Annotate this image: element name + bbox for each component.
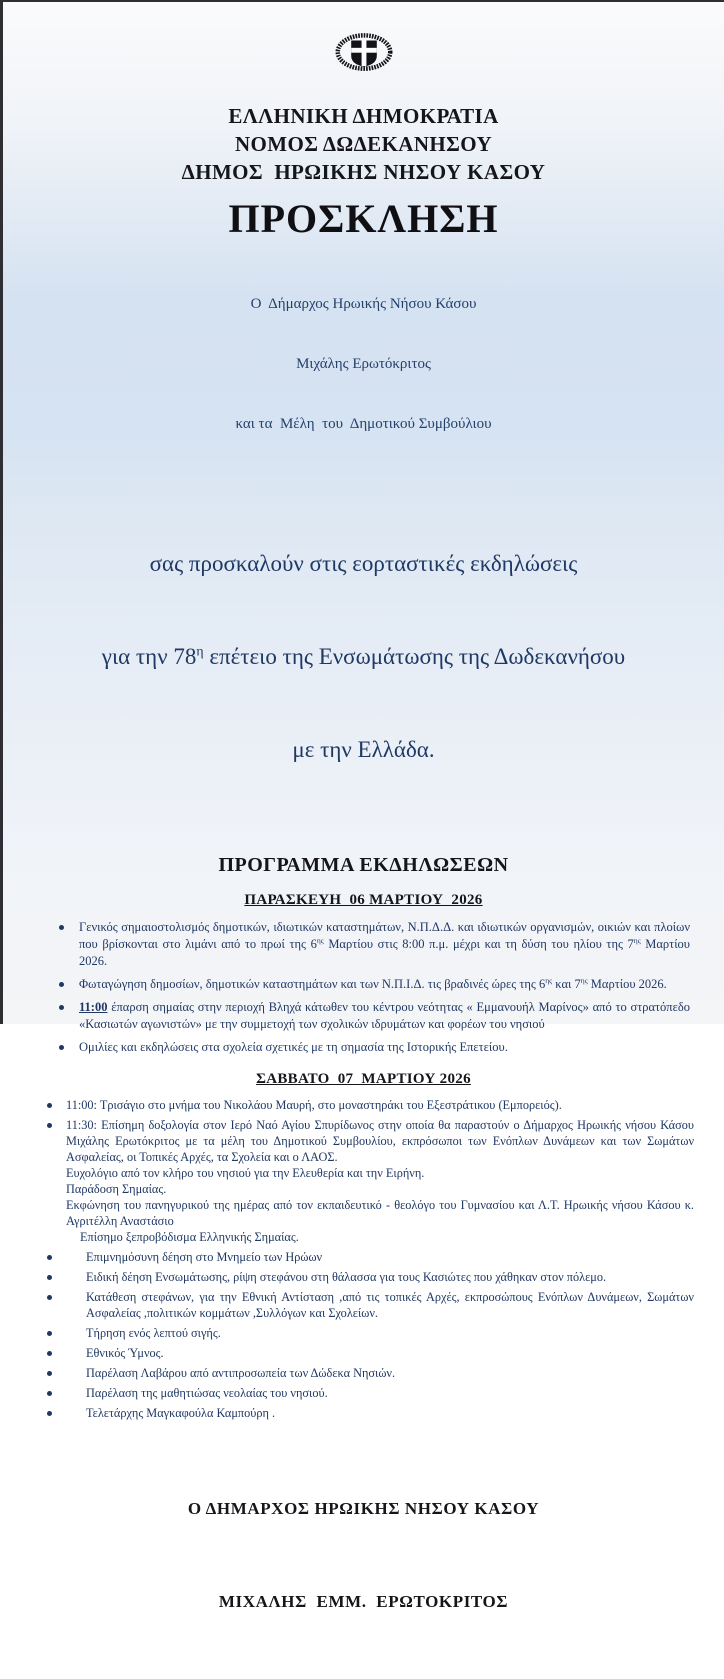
event-subline: Εκφώνηση του πανηγυρικού της ημέρας από τον εκπαιδευτικό - θεολόγο του Γυμνασίου και Λ.Τ. Ηρωικής νήσου Κάσου κ. Αγριτέλλη Αναστάσιο xyxy=(66,1198,694,1228)
list-item: 11:00: Τρισάγιο στο μνήμα του Νικολάου Μαυρή, στο μοναστηράκι του Εξεστράτικου (Εμπορειός). xyxy=(47,1097,694,1113)
list-item: Επιμνημόσυνη δέηση στο Μνημείο των Ηρώων xyxy=(47,1249,694,1265)
invitation-line-2: για την $78^\eta$ επέτειο της Ενσωμάτωσης της Δωδεκανήσου xyxy=(101,643,626,669)
ordinal-superscript: ης xyxy=(545,975,553,985)
intro-mayor-title: Ο Δήμαρχος Ηρωικής Νήσου Κάσου xyxy=(250,296,477,312)
list-item: Παρέλαση της μαθητιώσας νεολαίας του νησιού. xyxy=(47,1385,694,1401)
list-item: Γενικός σημαιοστολισμός δημοτικών, ιδιωτικών καταστημάτων, Ν.Π.Δ.Δ. και ιδιωτικών οργανισμών, οικιών και πλοίων που βρίσκονται στο λιμάνι από το πρωί της $6^{\eta\varsigma}$ Μαρτίου στις 8:00 π.μ. μέχρι και τη δύση του ηλίου της $7^{\eta\varsigma}$ Μαρτίου 2026. xyxy=(59,919,690,970)
invitation-block xyxy=(3,486,724,827)
saturday-date-heading: ΣΑΒΒΑΤΟ 07 ΜΑΡΤΙΟΥ 2026 xyxy=(256,1071,471,1087)
event-subline: Επίσημο ξεπροβόδισμα Ελληνικής Σημαίας. xyxy=(80,1230,299,1244)
header-line-republic: ΕΛΛΗΝΙΚΗ ΔΗΜΟΚΡΑΤΙΑ xyxy=(228,104,499,128)
invitation-line-3: με την Ελλάδα. xyxy=(292,737,435,762)
header-line-municipality: ΔΗΜΟΣ ΗΡΩΙΚΗΣ ΝΗΣΟΥ ΚΑΣΟΥ xyxy=(181,160,546,184)
invitation-line-1: σας προσκαλούν στις εορταστικές εκδηλώσεις xyxy=(149,551,578,576)
list-item: Τήρηση ενός λεπτού σιγής. xyxy=(47,1325,694,1341)
intro-block xyxy=(3,254,724,474)
signature-block xyxy=(3,1431,724,1679)
list-item: Φωταγώγηση δημοσίων, δημοτικών καταστημάτων και των Ν.Π.Ι.Δ. τις βραδινές ώρες της $6^{\eta\varsigma}$ και $7^{\eta\varsigma}$ Μαρτίου 2026. xyxy=(59,976,690,993)
ordinal-superscript: ης xyxy=(580,975,588,985)
event-main-text: 11:30: Επίσημη δοξολογία στον Ιερό Ναό Αγίου Σπυρίδωνος στην οποία θα παραστούν ο Δήμαρχος Ηρωικής νήσου Κάσου Μιχάλης Ερωτόκριτος με τα μέλη του Δημοτικού Συμβουλίου, εκπρόσωποι των Ενόπλων Δυνάμεων και των Σωμάτων Ασφαλείας, οι Τοπικές Αρχές, τα Σχολεία και ο ΛΑΟΣ. xyxy=(66,1118,694,1164)
friday-events-list xyxy=(3,919,724,1056)
list-item: 11:00 έπαρση σημαίας στην περιοχή Βληχά κάτωθεν του κέντρου νεότητας « Εμμανουήλ Μαρίνος» από το στρατόπεδο «Κασιωτών αγωνιστών» με την συμμετοχή των σχολικών ιδρυμάτων και φορέων του νησιού xyxy=(59,999,690,1033)
event-subline: Παράδοση Σημαίας. xyxy=(66,1182,167,1196)
event-time: 11:00 xyxy=(79,1000,108,1014)
greek-republic-emblem-icon xyxy=(3,2,724,80)
intro-mayor-name: Μιχάλης Ερωτόκριτος xyxy=(296,356,431,372)
list-item: Εθνικός Ύμνος. xyxy=(47,1345,694,1361)
intro-council: και τα Μέλη του Δημοτικού Συμβούλιου xyxy=(235,416,492,432)
program-heading: ΠΡΟΓΡΑΜΜΑ ΕΚΔΗΛΩΣΕΩΝ xyxy=(218,854,509,876)
list-item: Παρέλαση Λαβάρου από αντιπροσωπεία των Δώδεκα Νησιών. xyxy=(47,1365,694,1381)
list-item: Ειδική δέηση Ενσωμάτωσης, ρίψη στεφάνου στη θάλασσα για τους Κασιώτες που χάθηκαν στον πόλεμο. xyxy=(47,1269,694,1285)
list-item: Κατάθεση στεφάνων, για την Εθνική Αντίσταση ,από τις τοπικές Αρχές, εκπροσώπους Ενόπλων Δυνάμεων, Σωμάτων Ασφαλείας ,πολιτικών κομμάτων ,Συλλόγων και Σχολείων. xyxy=(47,1289,694,1321)
signature-title: Ο ΔΗΜΑΡΧΟΣ ΗΡΩΙΚΗΣ ΝΗΣΟΥ ΚΑΣΟΥ xyxy=(187,1499,540,1518)
ordinal-superscript: η xyxy=(196,643,204,659)
document-header xyxy=(3,102,724,186)
friday-date-heading: ΠΑΡΑΣΚΕΥΗ 06 ΜΑΡΤΙΟΥ 2026 xyxy=(244,892,483,908)
list-item xyxy=(47,1117,694,1245)
list-item: Ομιλίες και εκδηλώσεις στα σχολεία σχετικές με τη σημασία της Ιστορικής Επετείου. xyxy=(59,1039,690,1056)
list-item: Τελετάρχης Μαγκαφούλα Καμπούρη . xyxy=(47,1405,694,1421)
event-subline: Ευχολόγιο από τον κλήρο του νησιού για την Ελευθερία και την Ειρήνη. xyxy=(66,1166,425,1180)
ordinal-superscript: ης xyxy=(633,935,641,945)
page-title: ΠΡΟΣΚΛΗΣΗ xyxy=(228,196,499,241)
ordinal-superscript: ης xyxy=(316,935,324,945)
saturday-events-list xyxy=(3,1097,724,1421)
signature-name: ΜΙΧΑΛΗΣ ΕΜΜ. ΕΡΩΤΟΚΡΙΤΟΣ xyxy=(218,1592,509,1611)
header-line-prefecture: ΝΟΜΟΣ ΔΩΔΕΚΑΝΗΣΟΥ xyxy=(234,132,493,156)
